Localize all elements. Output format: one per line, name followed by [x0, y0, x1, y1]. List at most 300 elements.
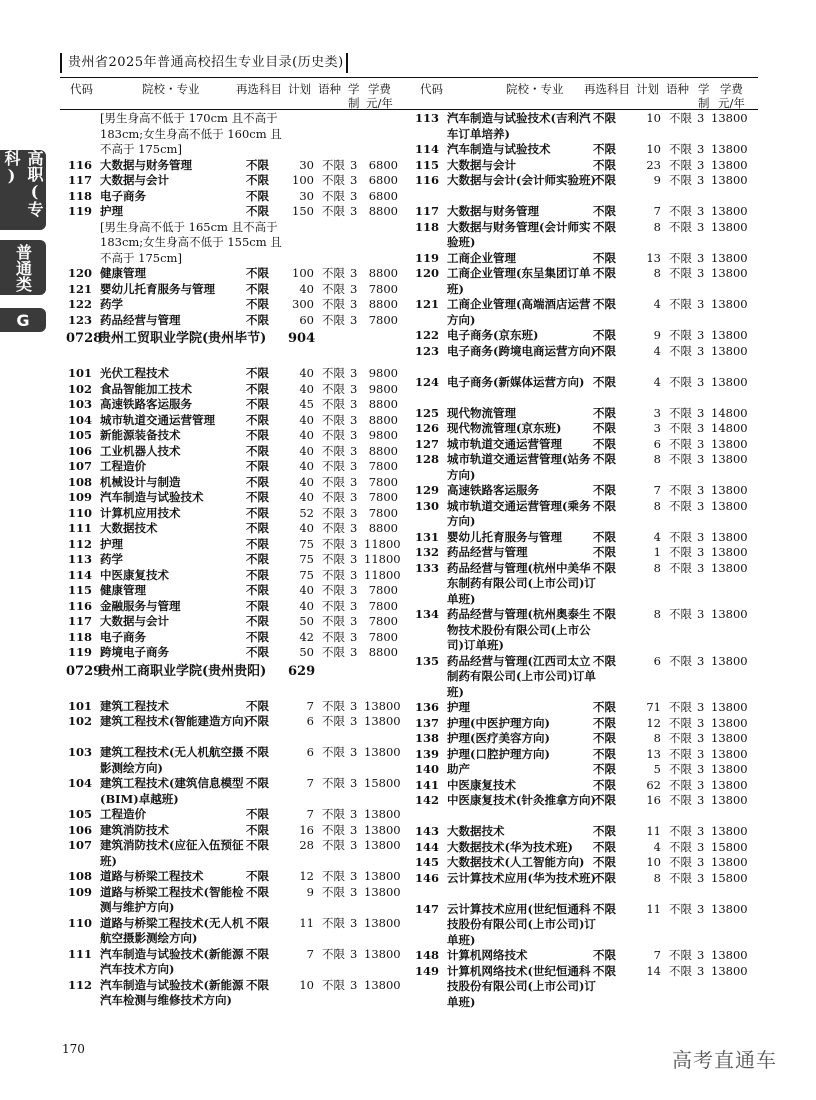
elective-subject: 不限 [593, 700, 616, 714]
tuition-fee: 13800 [711, 483, 748, 497]
language: 不限 [669, 948, 692, 962]
duration-years: 3 [697, 824, 705, 838]
elective-subject: 不限 [246, 428, 269, 442]
major-name: 大数据与财务管理 [100, 157, 192, 172]
tuition-fee: 13800 [711, 653, 748, 668]
language: 不限 [669, 762, 692, 776]
duration-years: 3 [350, 745, 358, 759]
tuition-fee: 8800 [368, 443, 398, 458]
side-tab-letter: G [0, 308, 46, 332]
duration-years: 3 [697, 560, 705, 575]
major-code: 147 [414, 901, 439, 916]
language: 不限 [669, 731, 692, 745]
tuition-fee: 13800 [711, 715, 748, 730]
duration-years: 3 [350, 366, 358, 380]
language: 不限 [322, 645, 345, 659]
language: 不限 [669, 173, 692, 187]
duration-years: 3 [350, 583, 358, 597]
major-name: 健康管理 [100, 266, 146, 280]
language: 不限 [669, 777, 692, 792]
major-name: 跨境电子商务 [100, 645, 169, 659]
elective-subject: 不限 [593, 421, 616, 435]
major-name: 汽车制造与试验技术(新能源汽车技术方向) [100, 946, 244, 976]
elective-subject: 不限 [593, 498, 616, 513]
elective-subject: 不限 [593, 173, 616, 187]
major-code: 114 [67, 567, 92, 582]
plan-count: 40 [299, 281, 314, 296]
elective-subject: 不限 [593, 824, 616, 838]
major-name: 工商企业管理(东呈集团订单班) [447, 266, 591, 296]
language: 不限 [669, 545, 692, 559]
duration-years: 3 [350, 266, 358, 280]
language: 不限 [322, 412, 345, 427]
tuition-fee: 13800 [711, 452, 748, 466]
header-school-major: 院校・专业 [142, 82, 200, 96]
plan-count: 7 [653, 483, 661, 497]
elective-subject: 不限 [593, 157, 616, 172]
elective-subject: 不限 [246, 946, 269, 961]
major-name: 婴幼儿托育服务与管理 [100, 281, 215, 296]
duration-years: 3 [697, 142, 705, 156]
major-code: 112 [67, 977, 92, 992]
plan-count: 9 [653, 173, 661, 187]
language: 不限 [322, 505, 345, 520]
major-code: 128 [414, 452, 439, 466]
duration-years: 3 [350, 536, 358, 551]
major-name: 建筑工程技术 [100, 698, 169, 713]
major-name: 药品经营与管理 [447, 545, 528, 559]
duration-years: 3 [350, 714, 358, 728]
major-name: 电子商务 [100, 629, 146, 644]
tuition-fee: 15800 [364, 776, 401, 790]
major-code: 106 [67, 822, 92, 837]
elective-subject: 不限 [246, 915, 269, 930]
major-name: 新能源装备技术 [100, 428, 181, 442]
header-years-top: 学 [698, 82, 710, 96]
elective-subject: 不限 [246, 443, 269, 458]
tuition-fee: 13800 [711, 746, 748, 761]
duration-years: 3 [350, 915, 358, 930]
tuition-fee: 13800 [364, 714, 401, 728]
tuition-fee: 13800 [711, 204, 748, 218]
header-subject: 再选科目 [236, 82, 282, 96]
tuition-fee: 8800 [368, 397, 398, 411]
plan-count: 75 [299, 567, 314, 582]
tuition-fee: 13800 [711, 498, 748, 513]
major-name: 高速铁路客运服务 [447, 483, 539, 497]
plan-count: 300 [292, 297, 314, 311]
duration-years: 3 [350, 645, 358, 659]
plan-count: 8 [653, 266, 661, 280]
language: 不限 [669, 824, 692, 838]
major-code: 116 [67, 157, 92, 172]
major-name: 药品经营与管理(杭州中美华东制药有限公司(上市公司)订单班) [447, 560, 596, 606]
language: 不限 [322, 397, 345, 411]
tuition-fee: 13800 [711, 250, 748, 265]
header-fee-top: 学费 [719, 82, 743, 96]
header-language: 语种 [666, 82, 689, 96]
duration-years: 3 [350, 443, 358, 458]
elective-subject: 不限 [593, 204, 616, 218]
major-code: 143 [414, 824, 439, 838]
elective-subject: 不限 [246, 567, 269, 582]
major-name: 汽车制造与试验技术 [447, 142, 551, 156]
elective-subject: 不限 [593, 545, 616, 559]
plan-count: 14 [646, 963, 661, 978]
header-fee [366, 82, 393, 110]
language: 不限 [322, 552, 345, 566]
major-code: 106 [67, 443, 92, 458]
school-name: 贵州工贸职业学院(贵州毕节) [98, 331, 267, 346]
elective-subject: 不限 [246, 645, 269, 659]
duration-years: 3 [697, 839, 705, 854]
major-name: 高速铁路客运服务 [100, 397, 192, 411]
tuition-fee: 13800 [711, 793, 748, 807]
major-name: 机械设计与制造 [100, 474, 181, 489]
major-name: 云计算技术应用(华为技术班) [447, 870, 596, 885]
language: 不限 [322, 536, 345, 551]
tuition-fee: 8800 [368, 412, 398, 427]
plan-count: 50 [299, 614, 314, 628]
major-name: 汽车制造与试验技术(吉利汽车订单培养) [447, 111, 591, 141]
elective-subject: 不限 [593, 746, 616, 761]
plan-count: 10 [646, 111, 661, 125]
major-name: 金融服务与管理 [100, 598, 181, 613]
language: 不限 [322, 884, 345, 899]
plan-count: 40 [299, 490, 314, 504]
major-code: 130 [414, 498, 439, 513]
elective-subject: 不限 [593, 297, 616, 311]
school-name: 贵州工商职业学院(贵州贵阳) [98, 663, 267, 679]
duration-years: 3 [697, 266, 705, 280]
header-rule [60, 77, 758, 78]
tuition-fee: 13800 [711, 607, 748, 621]
tuition-fee: 14800 [711, 421, 748, 435]
language: 不限 [669, 405, 692, 420]
major-code: 105 [67, 807, 92, 821]
major-name: 药品经营与管理 [100, 312, 181, 327]
major-code: 116 [414, 173, 439, 187]
elective-subject: 不限 [593, 560, 616, 575]
duration-years: 3 [697, 204, 705, 218]
duration-years: 3 [697, 545, 705, 559]
plan-count: 40 [299, 521, 314, 535]
tuition-fee: 8800 [368, 204, 398, 218]
major-code: 102 [67, 381, 92, 396]
major-code: 138 [414, 731, 439, 745]
tuition-fee: 7800 [368, 505, 398, 520]
major-code: 117 [67, 614, 92, 628]
elective-subject: 不限 [593, 343, 616, 358]
duration-years: 3 [350, 459, 358, 473]
language: 不限 [669, 498, 692, 513]
elective-subject: 不限 [593, 607, 616, 621]
elective-subject: 不限 [593, 653, 616, 668]
major-name: 大数据技术(人工智能方向) [447, 855, 585, 869]
language: 不限 [322, 614, 345, 628]
major-code: 120 [67, 266, 92, 280]
language: 不限 [322, 381, 345, 396]
tuition-fee: 13800 [711, 762, 748, 776]
duration-years: 3 [697, 529, 705, 544]
plan-count: 5 [653, 762, 661, 776]
major-code: 111 [67, 946, 92, 961]
tuition-fee: 13800 [711, 529, 748, 544]
major-name: 城市轨道交通运营管理 [447, 436, 562, 451]
major-code: 123 [67, 312, 92, 327]
plan-count: 12 [299, 869, 314, 883]
major-name: 建筑工程技术(建筑信息模型(BIM)卓越班) [100, 776, 244, 806]
major-name: 光伏工程技术 [100, 366, 169, 380]
major-name: 工业机器人技术 [100, 443, 181, 458]
duration-years: 3 [350, 297, 358, 311]
elective-subject: 不限 [246, 474, 269, 489]
duration-years: 3 [350, 281, 358, 296]
plan-count: 4 [653, 529, 661, 544]
duration-years: 3 [697, 855, 705, 869]
plan-count: 23 [646, 157, 661, 172]
major-code: 103 [67, 397, 92, 411]
tuition-fee: 9800 [368, 428, 398, 442]
major-name: 药学 [100, 297, 123, 311]
tuition-fee: 11800 [364, 552, 401, 566]
running-header [60, 53, 348, 73]
header-plan: 计划 [288, 82, 311, 96]
major-code: 121 [414, 297, 439, 311]
language: 不限 [322, 188, 345, 203]
elective-subject: 不限 [593, 219, 616, 234]
language: 不限 [669, 157, 692, 172]
duration-years: 3 [350, 188, 358, 203]
plan-count: 40 [299, 598, 314, 613]
major-code: 123 [414, 343, 439, 358]
plan-count: 4 [653, 297, 661, 311]
major-name: 现代物流管理 [447, 405, 516, 420]
duration-years: 3 [697, 746, 705, 761]
tuition-fee: 13800 [711, 700, 748, 714]
header-years-top: 学 [348, 82, 360, 96]
language: 不限 [322, 714, 345, 728]
plan-count: 1 [653, 545, 661, 559]
elective-subject: 不限 [246, 173, 269, 187]
elective-subject: 不限 [593, 452, 616, 466]
duration-years: 3 [350, 505, 358, 520]
elective-subject: 不限 [246, 204, 269, 218]
plan-count: 62 [646, 777, 661, 792]
tuition-fee: 7800 [368, 629, 398, 644]
elective-subject: 不限 [593, 483, 616, 497]
header-plan: 计划 [636, 82, 659, 96]
language: 不限 [322, 173, 345, 187]
major-code: 117 [414, 204, 439, 218]
plan-count: 150 [292, 204, 314, 218]
major-name: 现代物流管理(京东班) [447, 421, 562, 435]
elective-subject: 不限 [593, 839, 616, 854]
major-code: 141 [414, 777, 439, 792]
duration-years: 3 [350, 838, 358, 852]
tuition-fee: 7800 [368, 490, 398, 504]
tuition-fee: 13800 [711, 297, 748, 311]
tuition-fee: 15800 [711, 870, 748, 885]
plan-count: 71 [646, 700, 661, 714]
duration-years: 3 [697, 421, 705, 435]
major-code: 131 [414, 529, 439, 544]
plan-count: 30 [299, 188, 314, 203]
major-code: 146 [414, 870, 439, 885]
major-name: 计算机网络技术(世纪恒通科技股份有限公司(上市公司)订单班) [447, 963, 596, 1009]
duration-years: 3 [350, 204, 358, 218]
header-years-bottom: 制 [348, 96, 360, 110]
header-subject: 再选科目 [584, 82, 630, 96]
tuition-fee: 8800 [368, 645, 398, 659]
duration-years: 3 [697, 405, 705, 420]
tuition-fee: 13800 [711, 436, 748, 451]
tuition-fee: 13800 [711, 111, 748, 125]
duration-years: 3 [350, 869, 358, 883]
duration-years: 3 [350, 157, 358, 172]
elective-subject: 不限 [593, 111, 616, 125]
duration-years: 3 [350, 884, 358, 899]
language: 不限 [669, 436, 692, 451]
elective-subject: 不限 [246, 281, 269, 296]
elective-subject: 不限 [246, 266, 269, 280]
elective-subject: 不限 [246, 459, 269, 473]
tuition-fee: 8800 [368, 266, 398, 280]
tuition-fee: 13800 [711, 731, 748, 745]
tuition-fee: 15800 [711, 839, 748, 854]
plan-count: 40 [299, 412, 314, 427]
language: 不限 [669, 560, 692, 575]
elective-subject: 不限 [246, 776, 269, 790]
major-name: 计算机网络技术 [447, 948, 528, 962]
major-code: 119 [67, 204, 92, 218]
major-code: 119 [414, 250, 439, 265]
elective-subject: 不限 [246, 521, 269, 535]
tuition-fee: 13800 [711, 948, 748, 962]
major-name: 中医康复技术 [447, 777, 516, 792]
duration-years: 3 [697, 343, 705, 358]
elective-subject: 不限 [246, 381, 269, 396]
side-tab-vocational: 高职(专科) [0, 150, 46, 230]
major-name: 工商企业管理(高端酒店运营方向) [447, 297, 591, 327]
language: 不限 [322, 312, 345, 327]
duration-years: 3 [350, 977, 358, 992]
tuition-fee: 13800 [711, 343, 748, 358]
major-code: 107 [67, 459, 92, 473]
plan-count: 40 [299, 474, 314, 489]
major-code: 108 [67, 474, 92, 489]
language: 不限 [669, 653, 692, 668]
plan-count: 16 [646, 793, 661, 807]
elective-subject: 不限 [246, 188, 269, 203]
major-name: 大数据与会计 [100, 614, 169, 628]
major-code: 103 [67, 745, 92, 759]
header-fee-bottom: 元/年 [366, 96, 393, 110]
plan-count: 6 [306, 714, 314, 728]
duration-years: 3 [697, 250, 705, 265]
school-heading [66, 663, 411, 697]
plan-count: 8 [653, 452, 661, 466]
major-code: 112 [67, 536, 92, 551]
duration-years: 3 [350, 428, 358, 442]
major-name: 建筑工程技术(无人机航空摄影测绘方向) [100, 745, 244, 775]
column-headers-left [60, 80, 405, 110]
major-name: 计算机应用技术 [100, 505, 181, 520]
tuition-fee: 9800 [368, 366, 398, 380]
major-code: 136 [414, 700, 439, 714]
duration-years: 3 [697, 436, 705, 451]
language: 不限 [669, 483, 692, 497]
plan-count: 40 [299, 366, 314, 380]
major-name: 建筑消防技术(应征入伍预征班) [100, 838, 244, 868]
language: 不限 [322, 567, 345, 582]
duration-years: 3 [350, 397, 358, 411]
major-code: 102 [67, 714, 92, 728]
duration-years: 3 [697, 607, 705, 621]
tuition-fee: 13800 [364, 915, 401, 930]
duration-years: 3 [697, 374, 705, 389]
plan-count: 7 [306, 776, 314, 790]
elective-subject: 不限 [246, 822, 269, 837]
language: 不限 [322, 157, 345, 172]
language: 不限 [669, 793, 692, 807]
elective-subject: 不限 [246, 807, 269, 821]
header-years-bottom: 制 [698, 96, 710, 110]
school-heading [66, 330, 411, 364]
tuition-fee: 13800 [711, 374, 748, 389]
plan-count: 100 [292, 266, 314, 280]
language: 不限 [669, 250, 692, 265]
major-name: 食品智能加工技术 [100, 381, 192, 396]
major-code: 105 [67, 428, 92, 442]
duration-years: 3 [350, 598, 358, 613]
tuition-fee: 8800 [368, 297, 398, 311]
watermark: 高考直通车 [672, 1048, 777, 1072]
duration-years: 3 [697, 963, 705, 978]
header-fee [718, 82, 745, 110]
plan-count: 8 [653, 219, 661, 234]
header-fee-top: 学费 [367, 82, 391, 96]
major-code: 120 [414, 266, 439, 280]
major-code: 113 [67, 552, 92, 566]
eligibility-note: [男生身高不低于 170cm 且不高于 183cm;女生身高不低于 160cm 且不高于 175cm] [100, 111, 282, 156]
elective-subject: 不限 [593, 529, 616, 544]
major-name: 健康管理 [100, 583, 146, 597]
elective-subject: 不限 [246, 838, 269, 852]
elective-subject: 不限 [593, 963, 616, 978]
major-name: 大数据与财务管理 [447, 204, 539, 218]
elective-subject: 不限 [593, 777, 616, 792]
major-code: 132 [414, 545, 439, 559]
major-name: 护理 [100, 204, 123, 218]
tuition-fee: 13800 [711, 173, 748, 187]
header-years [348, 82, 360, 110]
tuition-fee: 13800 [364, 884, 401, 899]
elective-subject: 不限 [593, 762, 616, 776]
tuition-fee: 13800 [364, 838, 401, 852]
major-name: 城市轨道交通运营管理(站务方向) [447, 452, 591, 482]
major-code: 129 [414, 483, 439, 497]
major-name: 汽车制造与试验技术 [100, 490, 204, 504]
major-name: 建筑工程技术(智能建造方向) [100, 714, 249, 728]
major-name: 汽车制造与试验技术(新能源汽车检测与维修技术方向) [100, 977, 244, 1007]
tuition-fee: 8800 [368, 521, 398, 535]
tuition-fee: 13800 [711, 219, 748, 234]
elective-subject: 不限 [246, 366, 269, 380]
plan-count: 100 [292, 173, 314, 187]
school-code: 0729 [66, 663, 103, 679]
plan-count: 75 [299, 536, 314, 551]
